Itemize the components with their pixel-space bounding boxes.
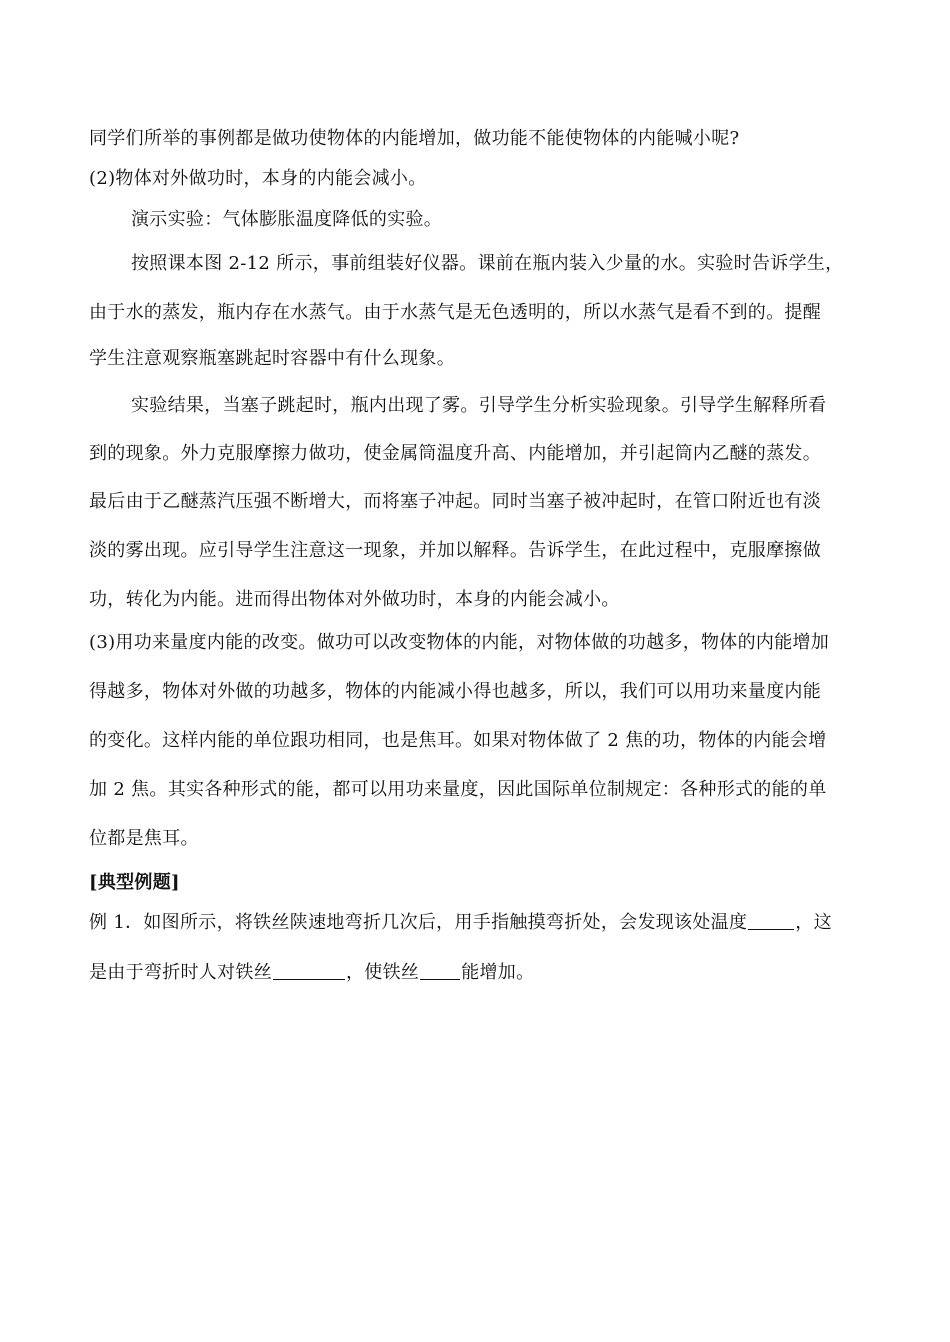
text-line-6: 学生注意观察瓶塞跳起时容器中有什么现象。: [89, 348, 455, 369]
text-line-5: 由于水的蒸发，瓶内存在水蒸气。由于水蒸气是无色透明的，所以水蒸气是看不到的。提醒: [89, 302, 821, 323]
answer-blank-3[interactable]: [420, 961, 460, 980]
example-text-1b: ，这: [795, 912, 832, 933]
example-text-1a: 例 1．如图所示，将铁丝陕速地弯折几次后，用手指触摸弯折处，会发现该处温度: [89, 912, 748, 933]
text-line-1: 同学们所举的事例都是做功使物体的内能增加，做功能不能使物体的内能喊小呢?: [89, 128, 740, 149]
example-text-2c: 能增加。: [461, 962, 535, 983]
text-line-2: (2)物体对外做功时，本身的内能会减小。: [89, 168, 427, 189]
text-line-8: 到的现象。外力克服摩擦力做功，使金属筒温度升高、内能增加，并引起筒内乙醚的蒸发。: [89, 443, 821, 464]
text-line-7: 实验结果，当塞子跳起时，瓶内出现了雾。引导学生分析实验现象。引导学生解释所看: [131, 395, 827, 416]
text-line-3: 演示实验：气体膨胀温度降低的实验。: [131, 209, 443, 230]
example-text-2a: 是由于弯折时人对铁丝: [89, 962, 272, 983]
example-text-2b: ，使铁丝: [346, 962, 420, 983]
text-line-14: 的变化。这样内能的单位跟功相同，也是焦耳。如果对物体做了 2 焦的功，物体的内能会增: [89, 730, 827, 751]
text-line-9: 最后由于乙醚蒸汽压强不断增大，而将塞子冲起。同时当塞子被冲起时，在管口附近也有淡: [89, 491, 821, 512]
text-line-12: (3)用功来量度内能的改变。做功可以改变物体的内能，对物体做的功越多，物体的内能增加: [89, 632, 830, 653]
text-line-16: 位都是焦耳。: [89, 828, 199, 849]
text-line-15: 加 2 焦。其实各种形式的能，都可以用功来量度，因此国际单位制规定：各种形式的能的单: [89, 779, 827, 800]
text-line-10: 淡的雾出现。应引导学生注意这一现象，并加以解释。告诉学生，在此过程中，克服摩擦做: [89, 540, 821, 561]
answer-blank-2[interactable]: [273, 961, 345, 980]
example-line-1: [89, 911, 869, 935]
answer-blank-1[interactable]: [748, 911, 794, 930]
text-line-4: 按照课本图 2-12 所示，事前组装好仪器。课前在瓶内装入少量的水。实验时告诉学生，: [131, 253, 844, 274]
text-line-11: 功，转化为内能。进而得出物体对外做功时，本身的内能会减小。: [89, 589, 620, 610]
example-line-2: [89, 961, 869, 985]
section-heading: [典型例题]: [89, 872, 180, 893]
text-line-13: 得越多，物体对外做的功越多，物体的内能减小得也越多，所以，我们可以用功来量度内能: [89, 681, 821, 702]
